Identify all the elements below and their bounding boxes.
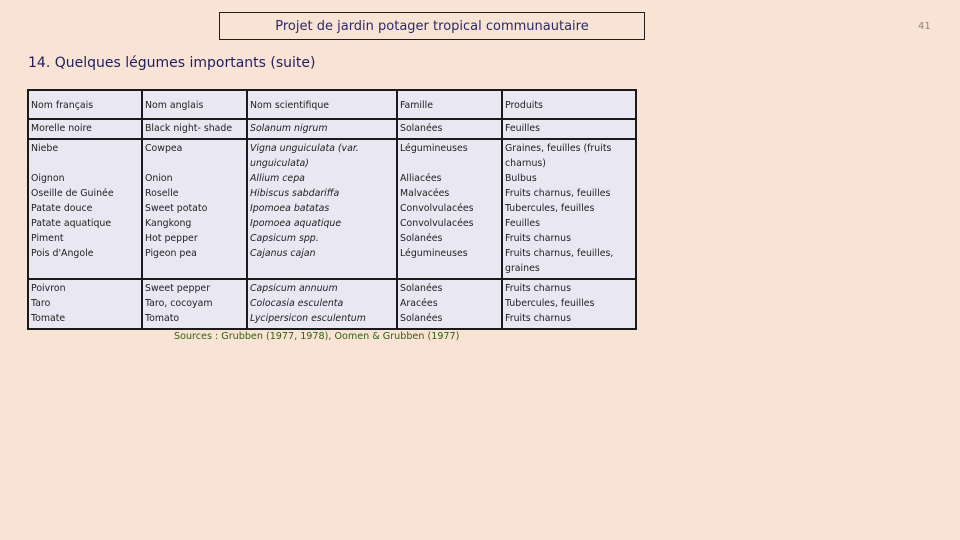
sources-note: Sources : Grubben (1977, 1978), Oomen & Grubben (1977)	[174, 331, 460, 342]
cell-produits	[502, 139, 636, 279]
cell-line: Tubercules, feuilles	[505, 203, 595, 214]
cell-line: Sweet pepper	[145, 283, 211, 294]
cell-line: Allium cepa	[250, 173, 305, 184]
cell-line: Capsicum spp.	[250, 233, 319, 244]
cell-line: graines	[505, 263, 540, 274]
cell-line	[145, 156, 244, 171]
cell-line: Hot pepper	[145, 233, 198, 244]
cell-produits	[502, 279, 636, 329]
cell-famille	[397, 139, 502, 279]
cell-nom-anglais	[142, 279, 247, 329]
cell-nom-scientifique	[247, 139, 397, 279]
cell-line: Convolvulacées	[400, 218, 474, 229]
cell-nom-scientifique	[247, 279, 397, 329]
cell-line: Roselle	[145, 188, 179, 199]
cell-line: charnus)	[505, 158, 546, 169]
cell-line: Graines, feuilles (fruits	[505, 143, 612, 154]
table-row	[28, 279, 636, 329]
cell-nom-anglais	[142, 119, 247, 139]
cell-line: Feuilles	[505, 123, 541, 134]
page-number: 41	[918, 21, 931, 32]
cell-line: Solanées	[400, 313, 443, 324]
cell-line	[31, 156, 139, 171]
cell-line: Vigna unguiculata (var.	[250, 143, 359, 154]
cell-line: Capsicum annuum	[250, 283, 338, 294]
cell-line: Morelle noire	[31, 123, 92, 134]
cell-line: Légumineuses	[400, 143, 468, 154]
cell-line: Poivron	[31, 283, 66, 294]
cell-line: Pois d'Angole	[31, 248, 94, 259]
cell-line: Aracées	[400, 298, 438, 309]
cell-line: Tubercules, feuilles	[505, 298, 595, 309]
cell-line: Piment	[31, 233, 64, 244]
cell-line: Solanées	[400, 123, 443, 134]
cell-line: Pigeon pea	[145, 248, 197, 259]
cell-famille	[397, 119, 502, 139]
header-cell: Nom anglais	[142, 90, 247, 119]
cell-line: Oseille de Guinée	[31, 188, 114, 199]
cell-line: Convolvulacées	[400, 203, 474, 214]
cell-line: Ipomoea batatas	[250, 203, 330, 214]
cell-line: Hibiscus sabdariffa	[250, 188, 340, 199]
cell-line: Taro	[31, 298, 51, 309]
table-row	[28, 139, 636, 279]
table-header-row	[28, 90, 636, 119]
cell-famille	[397, 279, 502, 329]
cell-line: Ipomoea aquatique	[250, 218, 342, 229]
cell-line: Fruits charnus	[505, 313, 571, 324]
cell-line: Fruits charnus, feuilles,	[505, 248, 614, 259]
slide-title: Projet de jardin potager tropical communautaire	[219, 12, 645, 40]
cell-produits	[502, 119, 636, 139]
cell-line: Tomate	[31, 313, 66, 324]
cell-line: Fruits charnus, feuilles	[505, 188, 611, 199]
cell-line: Lycipersicon esculentum	[250, 313, 366, 324]
cell-line: Black night- shade	[145, 123, 233, 134]
cell-line: Solanées	[400, 233, 443, 244]
header-cell: Nom scientifique	[247, 90, 397, 119]
cell-line: Bulbus	[505, 173, 537, 184]
cell-line: Feuilles	[505, 218, 541, 229]
cell-line: unguiculata)	[250, 158, 309, 169]
cell-nom-francais	[28, 139, 142, 279]
cell-line: Niebe	[31, 143, 59, 154]
table-row	[28, 119, 636, 139]
cell-line: Kangkong	[145, 218, 192, 229]
header-cell: Produits	[502, 90, 636, 119]
header-cell: Famille	[397, 90, 502, 119]
section-heading: 14. Quelques légumes importants (suite)	[28, 55, 316, 71]
cell-line: Fruits charnus	[505, 233, 571, 244]
cell-line: Oignon	[31, 173, 65, 184]
cell-line: Patate aquatique	[31, 218, 112, 229]
cell-line	[400, 156, 499, 171]
cell-line: Colocasia esculenta	[250, 298, 344, 309]
cell-line: Solanées	[400, 283, 443, 294]
cell-line: Malvacées	[400, 188, 450, 199]
cell-line: Légumineuses	[400, 248, 468, 259]
cell-line: Alliacées	[400, 173, 442, 184]
cell-line: Patate douce	[31, 203, 93, 214]
cell-line: Solanum nigrum	[250, 123, 328, 134]
cell-line: Taro, cocoyam	[145, 298, 213, 309]
cell-line: Tomato	[145, 313, 180, 324]
vegetables-table	[27, 89, 637, 330]
cell-nom-francais	[28, 279, 142, 329]
header-cell: Nom français	[28, 90, 142, 119]
cell-nom-anglais	[142, 139, 247, 279]
cell-line: Cowpea	[145, 143, 183, 154]
cell-line: Fruits charnus	[505, 283, 571, 294]
cell-line: Onion	[145, 173, 173, 184]
cell-nom-scientifique	[247, 119, 397, 139]
cell-nom-francais	[28, 119, 142, 139]
cell-line: Sweet potato	[145, 203, 208, 214]
cell-line: Cajanus cajan	[250, 248, 316, 259]
